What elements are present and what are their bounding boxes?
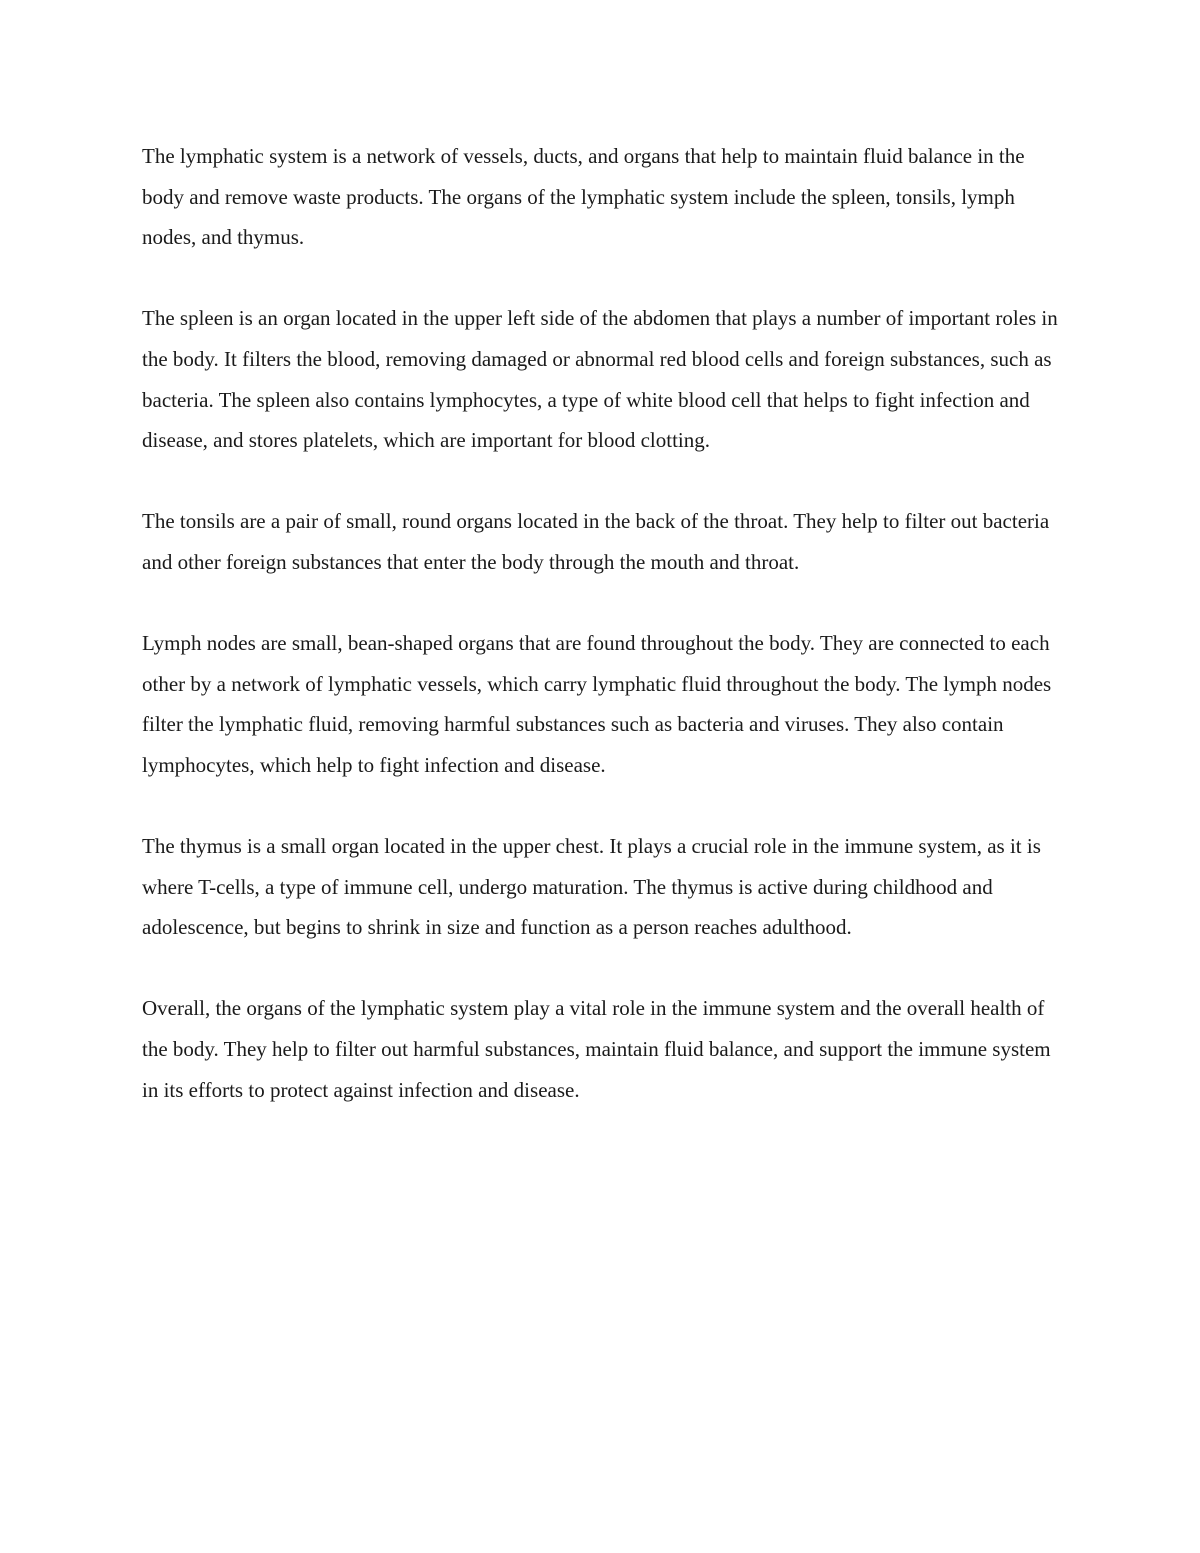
document-body [142, 136, 1062, 1151]
paragraph-spleen: The spleen is an organ located in the upper left side of the abdomen that plays a number of important roles in the body. It filters the blood, removing damaged or abnormal red blood cells and foreign substances, such as bacteria. The spleen also contains lymphocytes, a type of white blood cell that helps to fight infection and disease, and stores platelets, which are important for blood clotting. [142, 306, 1058, 453]
paragraph-tonsils: The tonsils are a pair of small, round organs located in the back of the throat. They help to filter out bacteria and other foreign substances that enter the body through the mouth and throat. [142, 509, 1050, 574]
paragraph-thymus: The thymus is a small organ located in the upper chest. It plays a crucial role in the immune system, as it is where T-cells, a type of immune cell, undergo maturation. The thymus is active during childhood and adolescence, but begins to shrink in size and function as a person reaches adulthood. [142, 834, 1041, 940]
paragraph-lymph-nodes: Lymph nodes are small, bean-shaped organs that are found throughout the body. They are connected to each other by a network of lymphatic vessels, which carry lymphatic fluid throughout the body. The lymph nodes filter the lymphatic fluid, removing harmful substances such as bacteria and viruses. They also contain lymphocytes, which help to fight infection and disease. [142, 631, 1052, 777]
paragraph-overall-summary: Overall, the organs of the lymphatic system play a vital role in the immune system and the overall health of the body. They help to filter out harmful substances, maintain fluid balance, and support the immune system in its efforts to protect against infection and disease. [142, 996, 1051, 1102]
paragraph-lymphatic-system-intro: The lymphatic system is a network of vessels, ducts, and organs that help to maintain fluid balance in the body and remove waste products. The organs of the lymphatic system include the spleen, tonsils, lymph nodes, and thymus. [142, 144, 1025, 250]
